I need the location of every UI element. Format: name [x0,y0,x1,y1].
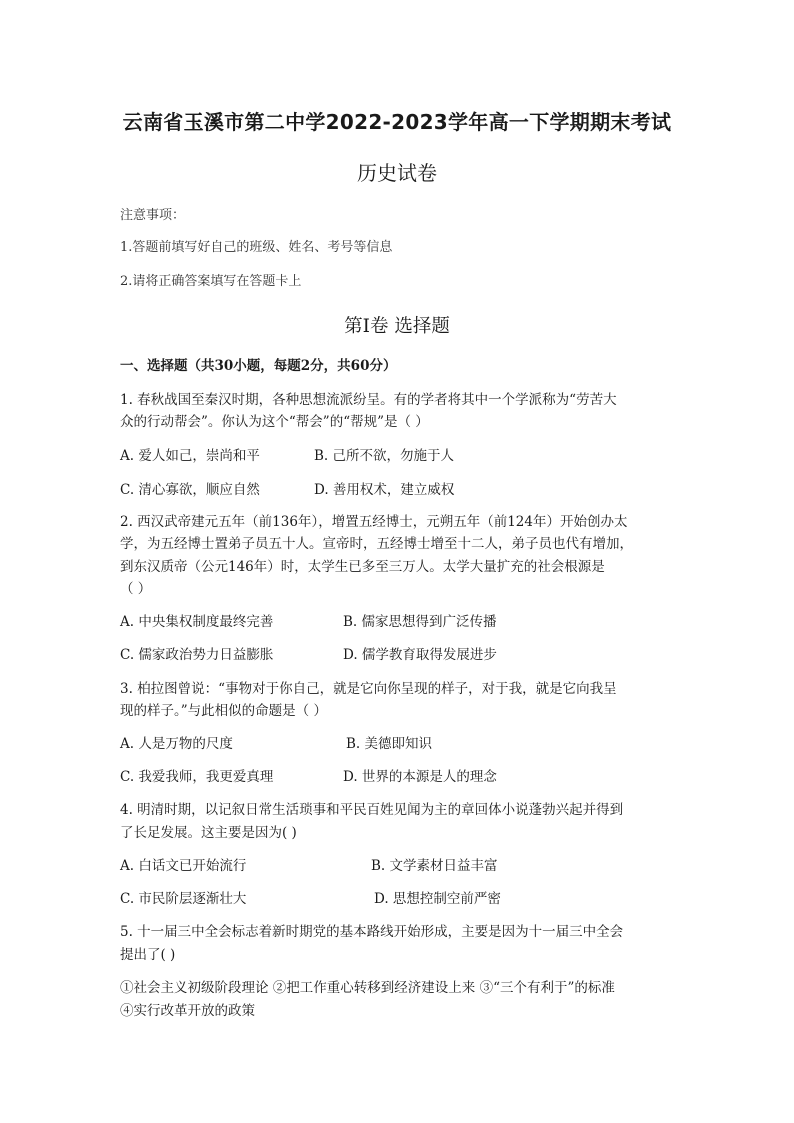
question-1-line-2: 众的行动帮会”。你认为这个“帮会”的“帮规”是（ ） [120,414,429,430]
question-2-line-2: 学，为五经博士置弟子员五十人。宣帝时，五经博士增至十二人，弟子员也代有增加， [120,536,633,552]
question-3-option-b: B. 美德即知识 [346,736,433,752]
question-2-option-d: D. 儒学教育取得发展进步 [343,647,497,663]
question-1-option-c: C. 清心寡欲，顺应自然 [120,482,260,498]
question-5-line-3: ①社会主义初级阶段理论 ②把工作重心转移到经济建设上来 ③“三个有利于”的标准 [120,980,615,996]
question-4-option-a: A. 白话文已开始流行 [120,858,247,874]
question-3-line-1: 3. 柏拉图曾说：“事物对于你自己，就是它向你呈现的样子，对于我，就是它向我呈 [120,681,617,697]
question-2-line-3: 到东汉质帝（公元146年）时，太学生已多至三万人。太学大量扩充的社会根源是 [120,559,605,575]
question-1-option-b: B. 己所不欲，勿施于人 [314,448,455,464]
notes-heading: 注意事项： [120,208,186,223]
question-1-option-d: D. 善用权术，建立威权 [314,482,455,498]
section-title: 第Ⅰ卷 选择题 [344,316,450,337]
question-4-option-b: B. 文学素材日益丰富 [371,858,498,874]
question-5-line-4: ④实行改革开放的政策 [120,1003,255,1019]
question-1-option-a: A. 爱人如己，崇尚和平 [120,448,260,464]
question-2-option-b: B. 儒家思想得到广泛传播 [343,614,497,630]
question-2-line-1: 2. 西汉武帝建元五年（前136年），增置五经博士，元朔五年（前124年）开始创办太 [120,514,628,530]
question-4-line-1: 4. 明清时期，以记叙日常生活琐事和平民百姓见闻为主的章回体小说蓬勃兴起并得到 [120,802,624,818]
question-5-line-2: 提出了( ) [120,947,176,963]
question-4-option-c: C. 市民阶层逐渐壮大 [120,891,247,907]
question-3-option-a: A. 人是万物的尺度 [120,736,233,752]
question-3-line-2: 现的样子。”与此相似的命题是（ ） [120,703,327,719]
question-3-option-c: C. 我爱我师，我更爱真理 [120,769,274,785]
question-5-line-1: 5. 十一届三中全会标志着新时期党的基本路线开始形成，主要是因为十一届三中全会 [120,924,624,940]
exam-title: 云南省玉溪市第二中学2022-2023学年高一下学期期末考试 [122,110,672,134]
exam-subtitle: 历史试卷 [357,161,437,185]
question-1-line-1: 1. 春秋战国至秦汉时期，各种思想流派纷呈。有的学者将其中一个学派称为“劳苦大 [120,392,617,408]
question-2-option-c: C. 儒家政治势力日益膨胀 [120,647,274,663]
question-2-option-a: A. 中央集权制度最终完善 [120,614,274,630]
note-item-1: 1.答题前填写好自己的班级、姓名、考号等信息 [120,240,393,255]
question-3-option-d: D. 世界的本源是人的理念 [343,769,497,785]
question-2-line-4: （ ） [120,581,152,597]
part-heading: 一、选择题（共30小题，每题2分，共60分） [120,358,397,374]
question-4-line-2: 了长足发展。这主要是因为( ) [120,825,297,841]
note-item-2: 2.请将正确答案填写在答题卡上 [120,274,302,289]
question-4-option-d: D. 思想控制空前严密 [374,891,501,907]
